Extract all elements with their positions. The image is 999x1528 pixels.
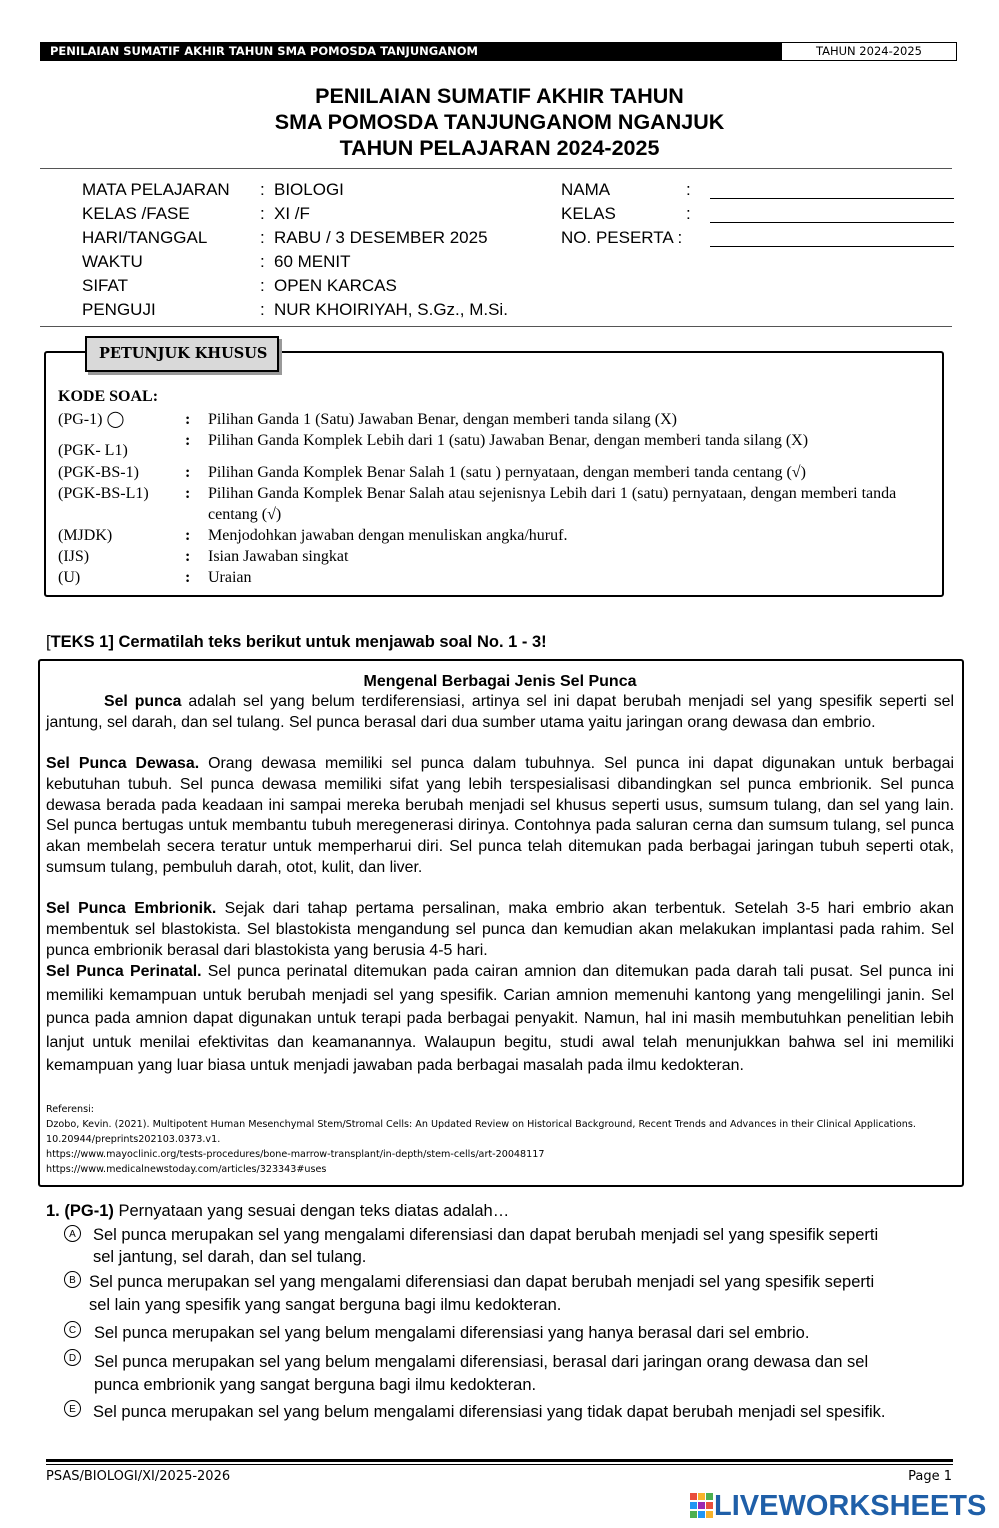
info-label: SIFAT — [82, 276, 128, 295]
info-value: NUR KHOIRIYAH, S.Gz., M.Si. — [274, 300, 508, 319]
teks-heading: Mengenal Berbagai Jenis Sel Punca — [363, 673, 637, 690]
divider-top — [40, 168, 952, 169]
info-colon: : — [260, 252, 265, 271]
teks-paragraph-1-body: adalah sel yang belum terdiferensiasi, artinya sel ini dapat berubah menjadi sel yang spesifik seperti sel jantung, sel darah, dan sel tulang. Sel punca berasal dari dua sumber utama yaitu jaringan orang dewasa dan embrio. — [46, 693, 955, 731]
info-label: HARI/TANGGAL — [82, 228, 208, 247]
info-value: XI /F — [274, 204, 310, 223]
info-colon: : — [260, 180, 265, 199]
logo-block-icon — [690, 1493, 697, 1500]
info-value: 60 MENIT — [274, 252, 351, 271]
kode-colon: : — [185, 548, 191, 565]
page-number: Page 1 — [908, 1469, 952, 1484]
teks-paragraph-2-body: Orang dewasa memiliki sel punca dalam tubuhnya. Sel punca ini dapat digunakan untuk berbagai kebutuhan tubuh. Sel punca dewasa memiliki sifat yang lebih terspesialisasi dibandingkan sel punca embrionik. Sel punca dewasa berada pada keadaan ini sampai mereka berubah menjadi sel khusus seperti usus, sumsum tulang, dan sel yang lain. Sel punca bertugas untuk membantu tubuh meregenerasi dirinya. Contohnya pada saluran cerna dan sumsum tulang, sel punca akan membelah secera teratur untuk memperharui diri. Sel punca telah ditemukan pada berbagai jaringan tubuh seperti otak, sumsum tulang, pembuluh darah, otot, kulit, dan liver. — [46, 755, 954, 876]
petunjuk-label: PETUNJUK KHUSUS — [85, 336, 279, 372]
logo-block-icon — [706, 1511, 713, 1518]
logo-block-icon — [690, 1511, 697, 1518]
logo-block-icon — [698, 1493, 705, 1500]
reference-heading: Referensi: — [46, 1104, 95, 1115]
info-label: MATA PELAJARAN — [82, 180, 230, 199]
option-a-text-2[interactable]: sel jantung, sel darah, dan sel tulang. — [93, 1248, 367, 1266]
kode-item: (PGK-BS-L1) — [58, 485, 149, 502]
teks-paragraph-4-lead: Sel Punca Perinatal. — [46, 963, 202, 980]
option-c-radio[interactable]: C — [64, 1321, 81, 1338]
kode-desc: Pilihan Ganda Komplek Benar Salah 1 (satu ) pernyataan, dengan memberi tanda centang (√) — [208, 464, 806, 481]
logo-block-icon — [698, 1502, 705, 1509]
divider-info — [40, 326, 952, 327]
footer-divider-thick — [46, 1459, 953, 1462]
kode-desc: Pilihan Ganda 1 (Satu) Jawaban Benar, dengan memberi tanda silang (X) — [208, 411, 677, 428]
kode-colon: : — [185, 464, 191, 481]
teks-paragraph-3-body: Sejak dari tahap pertama persalinan, maka embrio akan terbentuk. Setelah 3-5 hari embrio akan membentuk sel blastokista. Sel blastokista mengandung sel punca dan kemudian akan melakukan implantasi pada rahim. Sel punca embrionik berasal dari blastokista yang berusia 4-5 hari. — [46, 900, 954, 959]
reference-item: Dzobo, Kevin. (2021). Multipotent Human Mesenchymal Stem/Stromal Cells: An Updated Review on Historical Background, Recent Trends and Advances in their Clinical Applications. — [46, 1119, 916, 1130]
header-bar-title: PENILAIAN SUMATIF AKHIR TAHUN SMA POMOSDA TANJUNGANOM — [40, 42, 781, 61]
info-colon: : — [260, 204, 265, 223]
option-d-radio[interactable]: D — [64, 1349, 81, 1366]
option-e-radio[interactable]: E — [64, 1400, 81, 1417]
nama-label: NAMA — [561, 180, 611, 199]
teks-paragraph-3 — [46, 899, 954, 961]
info-value: BIOLOGI — [274, 180, 344, 199]
info-colon: : — [260, 300, 265, 319]
option-e-text-1[interactable]: Sel punca merupakan sel yang belum mengalami diferensiasi yang tidak dapat berubah menjadi sel spesifik. — [93, 1403, 886, 1421]
logo-text: LIVEWORKSHEETS — [714, 1490, 987, 1522]
kelas-field[interactable] — [710, 222, 954, 223]
teks-paragraph-2 — [46, 754, 954, 879]
kode-colon: : — [185, 432, 191, 449]
option-d-text-2[interactable]: punca embrionik yang sangat berguna bagi ilmu kedokteran. — [94, 1376, 537, 1394]
kelas-colon: : — [686, 204, 691, 223]
teks-intro-label: TEKS 1 — [50, 633, 109, 651]
teks-paragraph-1 — [46, 692, 954, 734]
kode-desc: Pilihan Ganda Komplek Benar Salah atau sejenisnya Lebih dari 1 (satu) pernyataan, dengan memberi tanda centang (√) — [208, 485, 897, 523]
kode-item: (U) — [58, 569, 81, 586]
kode-item: (PGK-BS-1) — [58, 464, 139, 481]
kode-colon: : — [185, 527, 191, 544]
kode-colon: : — [185, 485, 191, 502]
reference-link[interactable]: https://www.medicalnewstoday.com/articles/323343#uses — [46, 1164, 327, 1175]
kode-item: (MJDK) — [58, 527, 113, 544]
title-line-3: TAHUN PELAJARAN 2024-2025 — [339, 136, 660, 160]
logo-block-icon — [706, 1493, 713, 1500]
logo-block-icon — [690, 1502, 697, 1509]
option-b-radio[interactable]: B — [64, 1271, 81, 1288]
no-peserta-field[interactable] — [710, 246, 954, 247]
teks-intro-bracket: [ — [46, 633, 51, 651]
option-b-text-1[interactable]: Sel punca merupakan sel yang mengalami diferensiasi dan dapat berubah menjadi sel yang spesifik seperti — [89, 1273, 875, 1291]
option-a-radio[interactable]: A — [64, 1225, 81, 1242]
kelas-label: KELAS — [561, 204, 616, 223]
teks-paragraph-4 — [46, 960, 954, 1078]
teks-paragraph-4-body: Sel punca perinatal ditemukan pada cairan amnion dan ditemukan pada darah tali pusat. Sel punca ini memiliki kemampuan untuk berubah menjadi sel yang spesifik. Carian amnion memenuhi kantong yang mengelilingi janin. Sel punca pada amnion dapat digunakan untuk terapi pada berbagai penyakit. Namun, hal ini masih membutuhkan penelitian lebih lanjut untuk menilai efektivitas dan keamanannya. Walaupun begitu, studi awal telah menunjukkan bahwa sel ini memiliki kemampuan yang luar biasa untuk menjadi jawaban pada berbagai masalah pada ilmu kedokteran. — [46, 963, 954, 1075]
kode-item: (PG-1) ◯ — [58, 411, 125, 428]
logo-block-icon — [698, 1511, 705, 1518]
kode-desc: Pilihan Ganda Komplek Lebih dari 1 (satu) Jawaban Benar, dengan memberi tanda silang (X) — [208, 432, 809, 449]
logo-block-icon — [706, 1502, 713, 1509]
option-b-text-2[interactable]: sel lain yang spesifik yang sangat berguna bagi ilmu kedokteran. — [89, 1296, 562, 1314]
kode-soal-heading: KODE SOAL: — [58, 388, 159, 405]
kode-item: (IJS) — [58, 548, 90, 565]
teks-intro-instruction: ] Cermatilah teks berikut untuk menjawab soal No. 1 - 3! — [108, 633, 547, 651]
teks-intro — [46, 631, 547, 653]
teks-paragraph-1-lead: Sel punca — [104, 693, 182, 710]
nama-field[interactable] — [710, 198, 954, 199]
info-value: OPEN KARCAS — [274, 276, 397, 295]
kode-item: (PGK- L1) — [58, 442, 128, 459]
option-c-text-1[interactable]: Sel punca merupakan sel yang belum mengalami diferensiasi yang hanya berasal dari sel embrio. — [94, 1324, 810, 1342]
reference-item: 10.20944/preprints202103.0373.v1. — [46, 1134, 221, 1145]
no-peserta-label: NO. PESERTA : — [561, 228, 683, 247]
kode-desc: Isian Jawaban singkat — [208, 548, 349, 565]
info-label: WAKTU — [82, 252, 143, 271]
option-a-text-1[interactable]: Sel punca merupakan sel yang mengalami diferensiasi dan dapat berubah menjadi sel yang spesifik seperti — [93, 1226, 879, 1244]
info-colon: : — [260, 276, 265, 295]
info-colon: : — [260, 228, 265, 247]
question-code: (PG-1) — [64, 1202, 114, 1220]
kode-colon: : — [185, 569, 191, 586]
info-label: KELAS /FASE — [82, 204, 190, 223]
nama-colon: : — [686, 180, 691, 199]
info-label: PENGUJI — [82, 300, 156, 319]
question-text: Pernyataan yang sesuai dengan teks diatas adalah… — [118, 1202, 510, 1220]
teks-paragraph-2-lead: Sel Punca Dewasa. — [46, 755, 200, 772]
footer-divider-thin — [46, 1464, 953, 1465]
title-line-1: PENILAIAN SUMATIF AKHIR TAHUN — [315, 84, 684, 108]
info-value: RABU / 3 DESEMBER 2025 — [274, 228, 488, 247]
footer-code: PSAS/BIOLOGI/XI/2025-2026 — [46, 1469, 231, 1484]
question-1-stem — [46, 1200, 509, 1222]
kode-desc: Menjodohkan jawaban dengan menuliskan angka/huruf. — [208, 527, 568, 544]
title-line-2: SMA POMOSDA TANJUNGANOM NGANJUK — [274, 110, 725, 134]
option-d-text-1[interactable]: Sel punca merupakan sel yang belum mengalami diferensiasi, berasal dari jaringan orang dewasa dan sel — [94, 1353, 869, 1371]
teks-paragraph-3-lead: Sel Punca Embrionik. — [46, 900, 217, 917]
kode-desc: Uraian — [208, 569, 252, 586]
header-bar-year: TAHUN 2024-2025 — [781, 42, 957, 61]
question-number: 1. — [46, 1202, 60, 1220]
header-bar — [40, 42, 957, 61]
kode-colon: : — [185, 411, 191, 428]
reference-link[interactable]: https://www.mayoclinic.org/tests-procedures/bone-marrow-transplant/in-depth/stem-cells/art-20048117 — [46, 1149, 545, 1160]
